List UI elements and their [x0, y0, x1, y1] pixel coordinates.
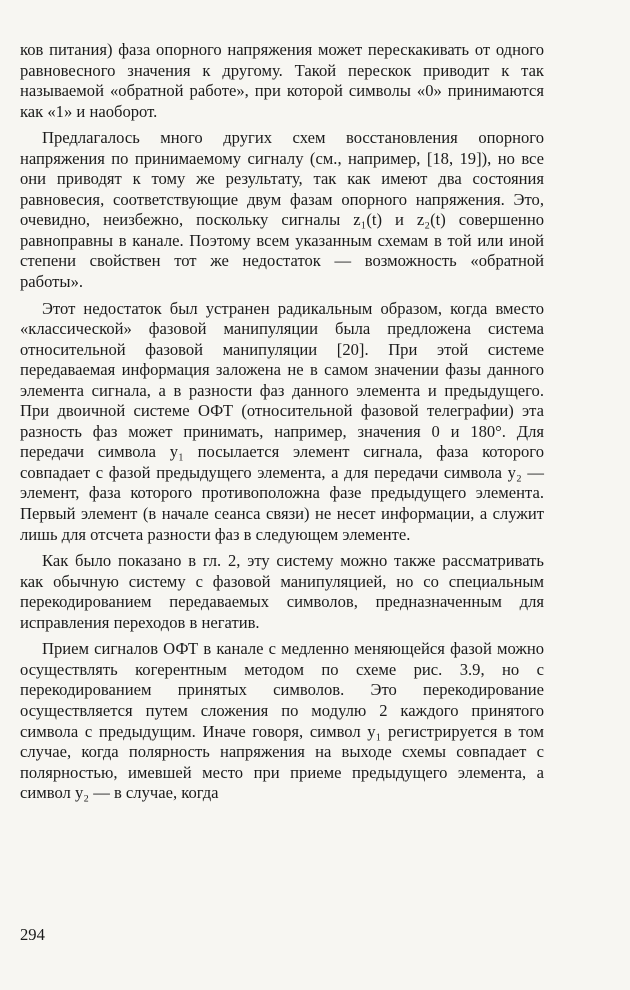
paragraph-relative-phase: Этот недостаток был устранен радикальным образом, когда вместо «классической» фазовой манипуляции была предложена система относительной фазовой манипуляции [20]. При этой системе передаваемая информация заложена не в самом значении фазы данного элемента сигнала, а в разности фаз данного элемента и предыдущего. При двоичной системе ОФТ (относительной фазовой телеграфии) эта разность фаз может принимать, например, значения 0 и 180°. Для передачи символа y₁ посылается элемент сигнала, фаза которого совпадает с фазой предыдущего элемента, а для передачи символа y₂ — элемент, фаза которого противоположна фазе предыдущего элемента. Первый элемент (в начале сеанса связи) не несет информации, а служит лишь для отсчета разности фаз в следующем элементе. — [20, 298, 544, 544]
paragraph-reference-schemes: Предлагалось много других схем восстановления опорного напряжения по принимаемому сигналу (см., например, [18, 19]), но все они приводят к тому же результату, так как имеют два состояния равновесия, соответствующие двум фазам опорного напряжения. Это, очевидно, неизбежно, поскольку сигналы z₁(t) и z₂(t) совершенно равноправны в канале. Поэтому всем указанным схемам в той или иной степени свойствен тот же недостаток — возможность «обратной работы». — [20, 128, 544, 292]
page-body — [20, 40, 544, 804]
page-number: 294 — [20, 925, 45, 944]
paragraph-chapter-reference: Как было показано в гл. 2, эту систему можно также рассматривать как обычную систему с фазовой манипуляцией, но со специальным перекодированием передаваемых символов, предназначенным для исправления переходов в негатив. — [20, 551, 544, 632]
paragraph-continuation: ков питания) фаза опорного напряжения может перескакивать от одного равновесного значения к другому. Такой перескок приводит к так называемой «обратной работе», при которой символы «0» принимаются как «1» и наоборот. — [20, 40, 544, 121]
paragraph-reception: Прием сигналов ОФТ в канале с медленно меняющейся фазой можно осуществлять когерентным методом по схеме рис. 3.9, но с перекодированием принятых символов. Это перекодирование осуществляется путем сложения по модулю 2 каждого принятого символа с предыдущим. Иначе говоря, символ y₁ регистрируется в том случае, когда полярность напряжения на выходе схемы совпадает с полярностью, имевшей место при приеме предыдущего элемента, а символ y₂ — в случае, когда — [20, 639, 544, 803]
